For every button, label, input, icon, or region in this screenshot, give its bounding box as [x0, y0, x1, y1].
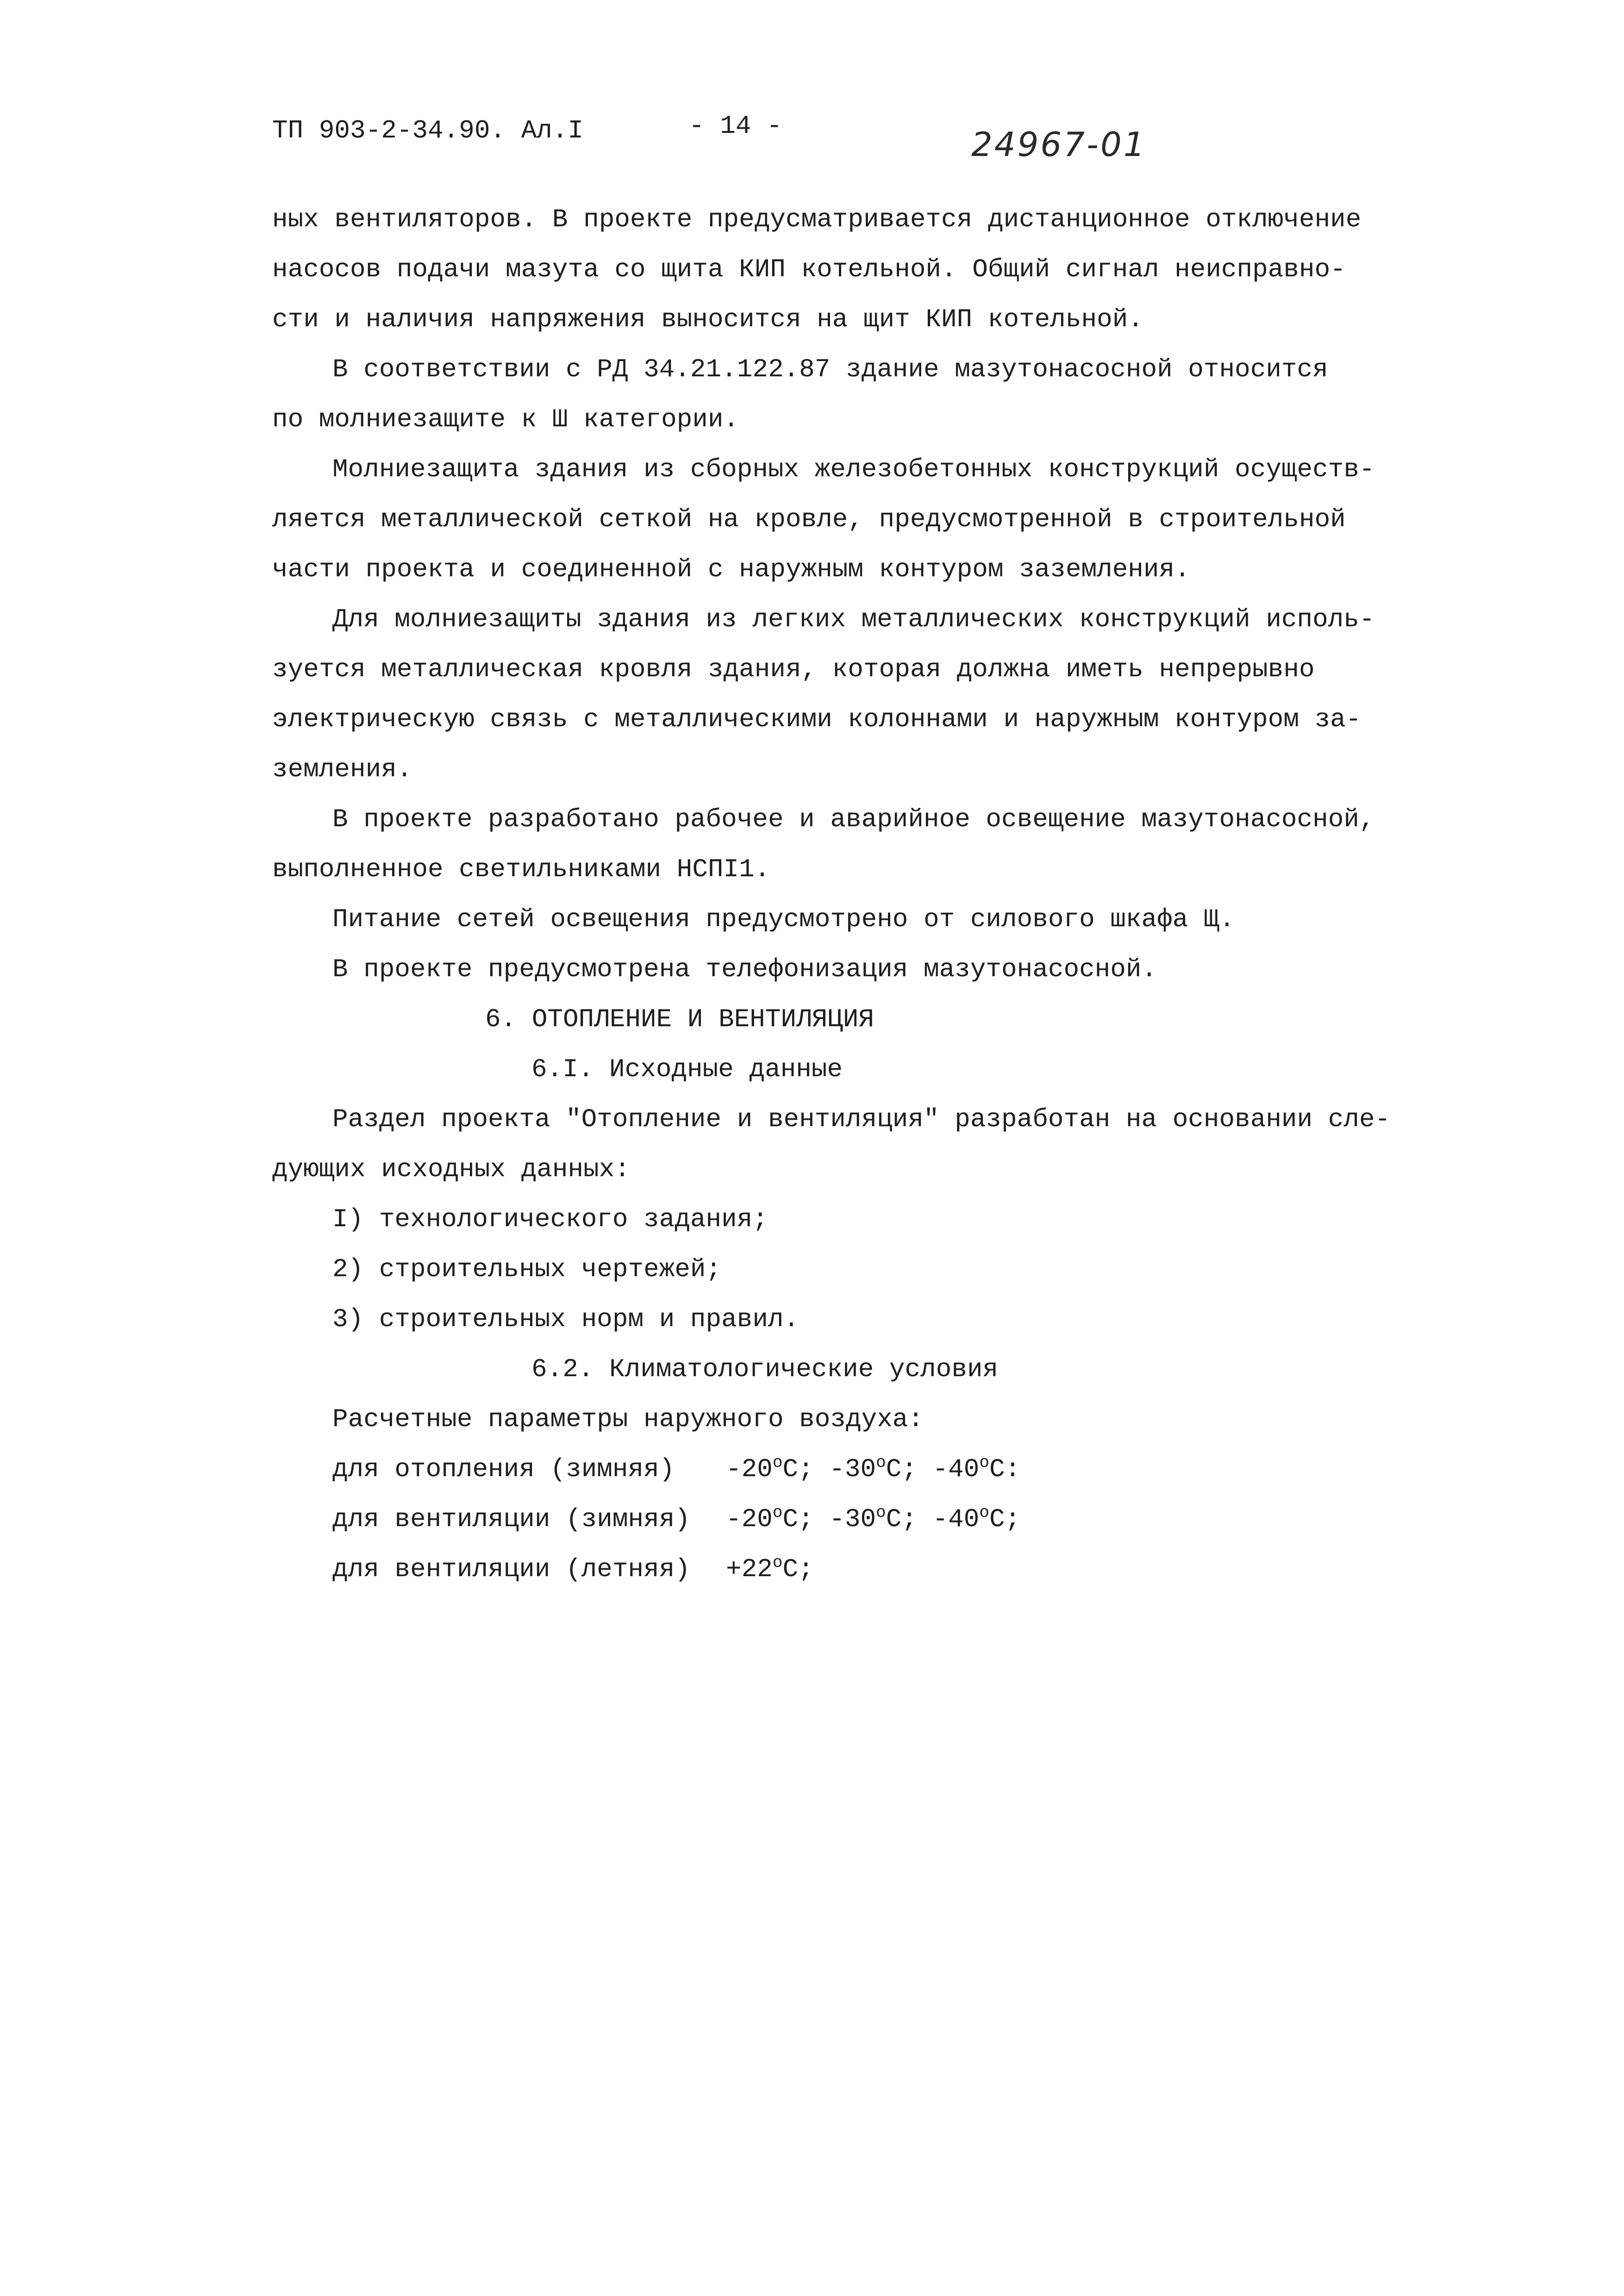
text-line: насосов подачи мазута со щита КИП котельной. Общий сигнал неисправно-	[272, 255, 1346, 284]
text-line: В соответствии с РД 34.21.122.87 здание мазутонасосной относится	[332, 355, 1328, 384]
list-item: 2) строительных чертежей;	[332, 1254, 722, 1284]
parameter-row: для вентиляции (зимняя) -20$^o$C; -30$^o$C; -40$^o$C;	[272, 1494, 1346, 1544]
text-line: ных вентиляторов. В проекте предусматривается дистанционное отключение	[272, 205, 1362, 234]
celsius-unit: C	[782, 1504, 799, 1534]
row-terminator: ;	[1005, 1504, 1021, 1534]
section-heading: 6. ОТОПЛЕНИЕ И ВЕНТИЛЯЦИЯ	[485, 1004, 874, 1034]
list-item: 3) строительных норм и правил.	[332, 1304, 800, 1334]
page-header	[272, 111, 1476, 176]
temperature-value: -30	[829, 1504, 876, 1534]
text-line: ляется металлической сеткой на кровле, предусмотренной в строительной	[272, 505, 1346, 534]
degree-sign: o	[979, 1503, 989, 1522]
text-line: сти и наличия напряжения выносится на щит КИП котельной.	[272, 305, 1143, 334]
parameter-label: для вентиляции (летняя)	[332, 1554, 690, 1584]
text-line: части проекта и соединенной с наружным контуром заземления.	[272, 555, 1190, 584]
subsection-heading: 6.I. Исходные данные	[531, 1054, 843, 1084]
document-code: ТП 903-2-34.90. Ал.I	[272, 116, 584, 145]
degree-sign: o	[772, 1553, 783, 1572]
text-line: В проекте разработано рабочее и аварийное освещение мазутонасосной,	[332, 805, 1375, 834]
parameter-label: для отопления (зимняя)	[332, 1454, 675, 1484]
text-line: Для молниезащиты здания из легких металлических конструкций исполь-	[332, 605, 1375, 634]
degree-sign: o	[772, 1503, 783, 1522]
degree-sign: o	[772, 1453, 783, 1472]
row-terminator: :	[1005, 1454, 1021, 1484]
temperature-value: -20	[726, 1454, 773, 1484]
degree-sign: o	[979, 1453, 989, 1472]
degree-sign: o	[876, 1453, 886, 1472]
temperature-value: +22	[726, 1554, 773, 1584]
page-number: - 14 -	[689, 111, 782, 141]
celsius-unit: C	[886, 1454, 902, 1484]
row-terminator: ;	[798, 1554, 814, 1584]
temperature-value: -40	[932, 1454, 980, 1484]
celsius-unit: C	[989, 1504, 1005, 1534]
text-line: выполненное светильниками НСПI1.	[272, 855, 770, 884]
celsius-unit: C	[989, 1454, 1005, 1484]
text-line: по молниезащите к Ш категории.	[272, 405, 739, 434]
text-line: Молниезащита здания из сборных железобетонных конструкций осуществ-	[332, 455, 1375, 484]
degree-sign: o	[876, 1503, 886, 1522]
text-line: Расчетные параметры наружного воздуха:	[332, 1404, 924, 1434]
text-line: электрическую связь с металлическими колоннами и наружным контуром за-	[272, 705, 1362, 734]
text-line: В проекте предусмотрена телефонизация мазутонасосной.	[332, 955, 1157, 984]
parameter-row: для отопления (зимняя) -20$^o$C; -30$^o$C; -40$^o$C:	[272, 1444, 1346, 1494]
document-body	[272, 194, 1391, 1594]
parameter-row	[272, 1544, 1346, 1594]
text-line: Питание сетей освещения предусмотрено от силового шкафа Щ.	[332, 905, 1235, 934]
text-line: Раздел проекта "Отопление и вентиляция" разработан на основании сле-	[332, 1104, 1391, 1134]
climate-parameters	[272, 1444, 1346, 1594]
celsius-unit: C	[782, 1454, 799, 1484]
subsection-heading: 6.2. Климатологические условия	[531, 1354, 999, 1384]
text-line: земления.	[272, 755, 412, 784]
handwritten-inventory-number: 24967-01	[971, 125, 1147, 164]
text-line: дующих исходных данных:	[272, 1154, 630, 1184]
parameter-label: для вентиляции (зимняя)	[332, 1504, 690, 1534]
temperature-value: -30	[829, 1454, 876, 1484]
list-item: I) технологического задания;	[332, 1204, 768, 1234]
temperature-value: -40	[932, 1504, 980, 1534]
celsius-unit: C	[886, 1504, 902, 1534]
text-line: зуется металлическая кровля здания, которая должна иметь непрерывно	[272, 655, 1315, 684]
celsius-unit: C	[782, 1554, 799, 1584]
temperature-value: -20	[726, 1504, 773, 1534]
